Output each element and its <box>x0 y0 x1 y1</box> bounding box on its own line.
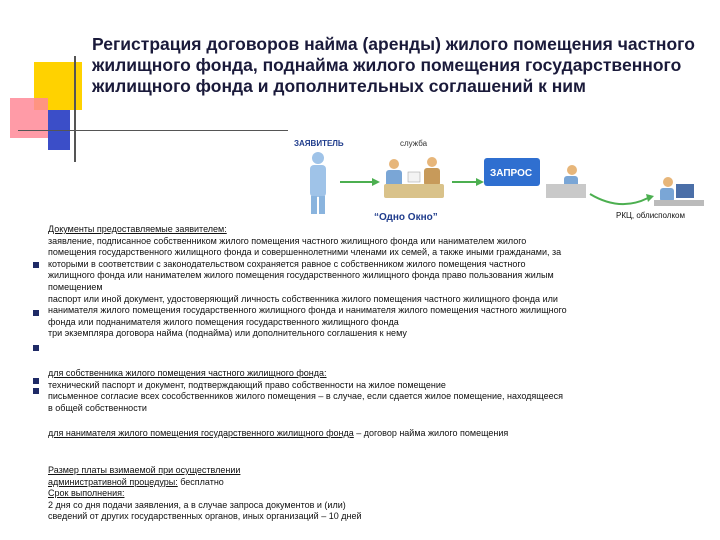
term-line1: 2 дня со дня подачи заявления, а в случае запроса документов и (или) <box>48 499 346 510</box>
documents-section <box>48 224 568 340</box>
documents-item-passport: паспорт или иной документ, удостоверяющий личность собственника жилого помещения частного жилищного фонда или нанимателя жилого помещения государственного жилищного фонда и нанимателя жилого помещения частного жилищного фонда или поднанимателя жилого помещения государственного жилищного фонда <box>48 293 567 327</box>
fee-heading-line1: Размер платы взимаемой при осуществлении <box>48 465 241 475</box>
arrow-to-window-icon <box>340 178 380 186</box>
bullet-marker <box>33 310 39 316</box>
documents-item-application: заявление, подписанное собственником жилого помещения частного жилищного фонда или нанимателем жилого помещения государственного жилищного фонда и совершеннолетними членами их семей, а также иными гражданами, за которыми в соответствии с законодательством сохраняется равное с собственником жилого помещения частного жилищного фонда или нанимателем жилого помещения государственного жилищного фонда право пользования жилым помещением <box>48 235 562 292</box>
deco-vertical-line <box>74 56 76 162</box>
one-window-label: “Одно Окно” <box>374 212 438 223</box>
process-diagram <box>290 132 720 232</box>
tenant-heading: для нанимателя жилого помещения государственного жилищного фонда <box>48 428 354 438</box>
bullet-marker <box>33 378 39 384</box>
arrow-to-request-icon <box>452 178 484 186</box>
fee-section <box>48 465 568 523</box>
page-title: Регистрация договоров найма (аренды) жилого помещения частного жилищного фонда, поднайма жилого помещения государственного жилищного фонда и дополнительных соглашений к ним <box>92 34 695 96</box>
documents-item-contract-copies: три экземпляра договора найма (поднайма) или дополнительного соглашения к нему <box>48 328 407 339</box>
owner-item-tech-passport: технический паспорт и документ, подтверждающий право собственности на жилое помещение <box>48 379 446 390</box>
tenant-section <box>48 428 568 440</box>
tenant-text: – договор найма жилого помещения <box>353 428 509 438</box>
bullet-marker <box>33 345 39 351</box>
clerk-desk-icon <box>546 165 586 198</box>
fee-heading-line2: административной процедуры: <box>48 476 178 487</box>
request-label: ЗАПРОС <box>490 168 533 179</box>
bullet-marker <box>33 388 39 394</box>
applicant-person-icon <box>310 152 326 214</box>
term-heading: Срок выполнения: <box>48 488 125 499</box>
arrow-to-rkc-icon <box>590 194 654 204</box>
bullet-marker <box>33 262 39 268</box>
fee-value: бесплатно <box>177 476 224 487</box>
owner-item-co-owner-consent: письменное согласие всех сособственников жилого помещения – в случае, если сдается жилое помещение, находящееся в общей собственности <box>48 391 563 413</box>
rkc-label: РКЦ, облисполком <box>616 211 685 220</box>
owner-section <box>48 368 568 414</box>
deco-horizontal-line <box>18 130 288 131</box>
term-line2: сведений от других государственных органов, иных организаций – 10 дней <box>48 511 362 522</box>
applicant-label: ЗАЯВИТЕЛЬ <box>294 139 344 148</box>
deco-red-square <box>10 98 48 138</box>
documents-heading: Документы предоставляемые заявителем: <box>48 224 227 234</box>
request-box <box>484 158 540 186</box>
rkc-workstation-icon <box>654 177 704 206</box>
owner-heading: для собственника жилого помещения частного жилищного фонда: <box>48 368 327 378</box>
service-label: служба <box>400 139 428 148</box>
service-desk-icon <box>384 157 444 198</box>
